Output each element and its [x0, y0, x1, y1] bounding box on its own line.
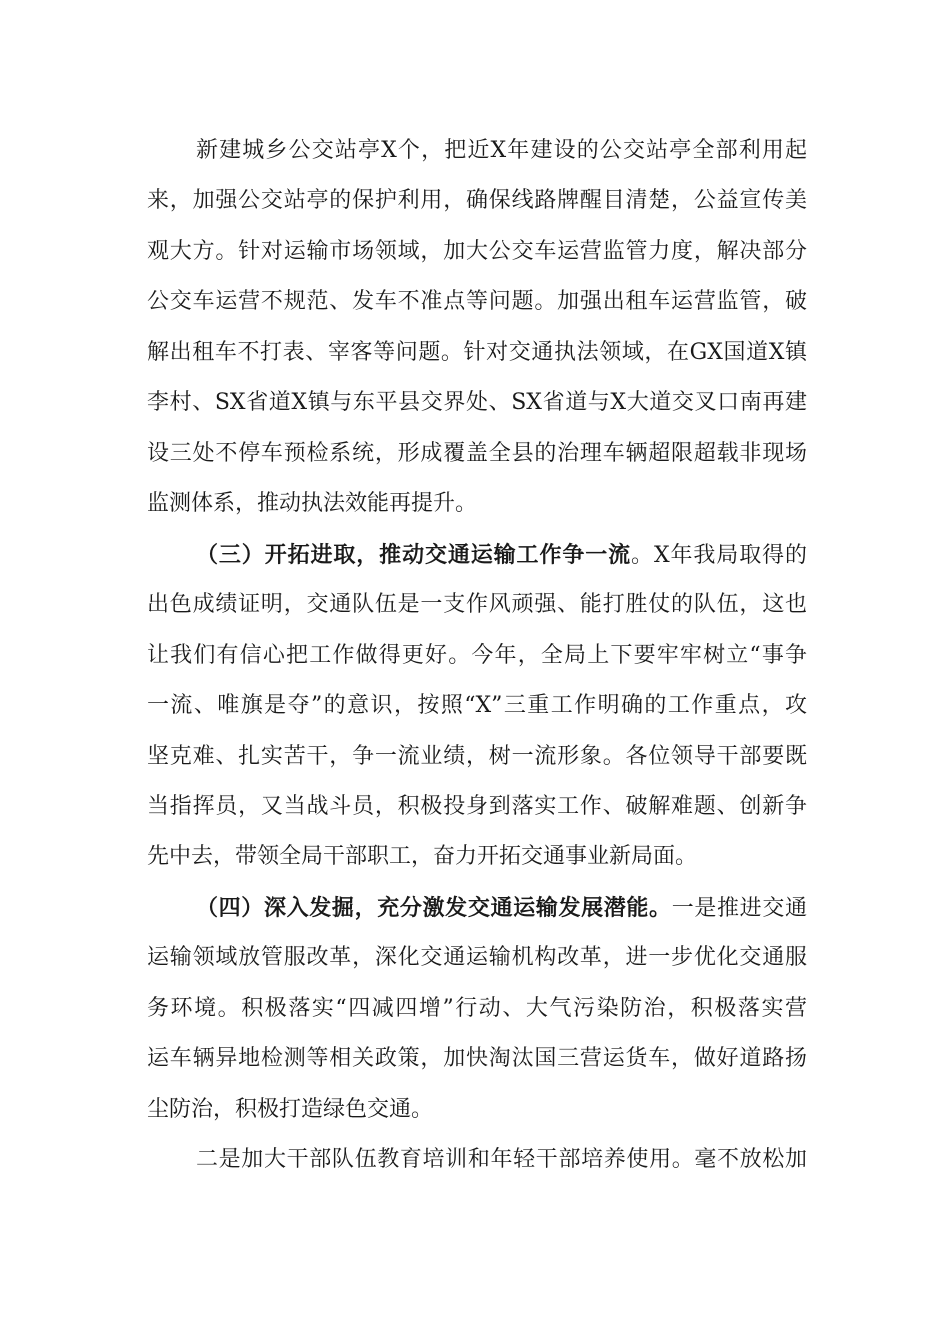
- para1-line-7: 设三处不停车预检系统，形成覆盖全县的治理车辆超限超载非现场: [147, 441, 807, 466]
- para2-line-1: [196, 540, 807, 571]
- para2-line-3: 让我们有信心把工作做得更好。今年，全局上下要牢牢树立“事争: [147, 643, 807, 668]
- para3-line-2: 运输领域放管服改革，深化交通运输机构改革，进一步优化交通服: [147, 945, 807, 970]
- section-heading-four: （四）深入发掘，充分激发交通运输发展潜能。: [196, 895, 672, 921]
- para2-line-2: 出色成绩证明，交通队伍是一支作风顽强、能打胜仗的队伍，这也: [147, 592, 807, 617]
- para2-line-7: 先中去，带领全局干部职工，奋力开拓交通事业新局面。: [147, 844, 698, 869]
- section-heading-three: （三）开拓进取，推动交通运输工作争一流: [196, 542, 632, 568]
- para1-line-8: 监测体系，推动执法效能再提升。: [147, 491, 478, 516]
- para2-line-4: 一流、唯旗是夺”的意识，按照“X”三重工作明确的工作重点，攻: [147, 693, 807, 718]
- para1-line-6: 李村、SX省道X镇与东平县交界处、SX省道与X大道交叉口南再建: [147, 390, 807, 415]
- para2-line-5: 坚克难、扎实苦干，争一流业绩，树一流形象。各位领导干部要既: [147, 744, 807, 769]
- para4-line-1: 二是加大干部队伍教育培训和年轻干部培养使用。毫不放松加: [196, 1147, 807, 1172]
- para1-line-1: 新建城乡公交站亭X个，把近X年建设的公交站亭全部利用起: [196, 138, 807, 163]
- para2-line-1-rest: 。X年我局取得的: [631, 543, 807, 568]
- para3-line-3: 务环境。积极落实“四减四增”行动、大气污染防治，积极落实营: [147, 996, 807, 1021]
- para3-line-1: [196, 893, 807, 924]
- para3-line-4: 运车辆异地检测等相关政策，加快淘汰国三营运货车，做好道路扬: [147, 1046, 807, 1071]
- para3-line-5: 尘防治，积极打造绿色交通。: [147, 1097, 434, 1122]
- para1-line-2: 来，加强公交站亭的保护利用，确保线路牌醒目清楚，公益宣传美: [147, 188, 807, 213]
- para3-line-1-rest: 一是推进交通: [671, 896, 807, 921]
- para2-line-6: 当指挥员，又当战斗员，积极投身到落实工作、破解难题、创新争: [147, 794, 807, 819]
- para1-line-4: 公交车运营不规范、发车不准点等问题。加强出租车运营监管，破: [147, 289, 807, 314]
- para1-line-5: 解出租车不打表、宰客等问题。针对交通执法领域，在GX国道X镇: [147, 340, 807, 365]
- para1-line-3: 观大方。针对运输市场领域，加大公交车运营监管力度，解决部分: [147, 239, 807, 264]
